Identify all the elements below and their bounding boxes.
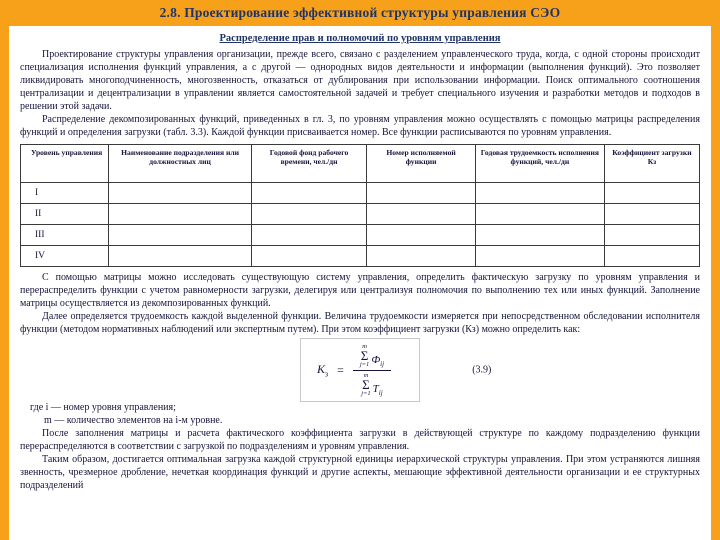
table-row: [21, 225, 700, 246]
formula-legend-2: m — количество элементов на i-м уровне.: [44, 415, 223, 426]
paragraph-3: С помощью матрицы можно исследовать существующую систему управления, определить фактическую загрузку по уровням управления и перераспределить функции с учетом равномерности загрузки, делегируя или централизуя полномочия по выполнению тех или иных функций. Заполнение матрицы осуществляется из декомпозированных функций.: [20, 272, 700, 309]
table-cell: [604, 183, 699, 204]
formula-legend-1: где i — номер уровня управления;: [30, 402, 176, 413]
formula-numerator: [353, 343, 391, 370]
table-cell-level: II: [21, 204, 109, 225]
paragraph-6: Таким образом, достигается оптимальная загрузка каждой структурной единицы иерархической структуры управления. При этом устраняются лишняя звенность, чрезмерное дробление, нечеткая координация функций и другие аспекты, мешающие эффективной деятельности организации и ее структурных подразделений: [20, 454, 700, 491]
table-cell: [367, 225, 476, 246]
table-header-level: Уровень управления: [21, 145, 109, 183]
table-header-annual-fund: Годовой фонд рабочего времени, чел./дн: [251, 145, 366, 183]
paragraph-1: Проектирование структуры управления организации, прежде всего, связано с разделением управленческого труда, когда, с одной стороны происходит специализация исполнения функций управления, а с другой — однородных видов деятельности и информации (выполнения функций). Это позволяет ликвидировать многоподчиненность, многозвенность, отказаться от дублирования при использовании информации. Поиск оптимального соотношения централизации и децентрализации в управлении является самостоятельной задачей и требует специального изучения и разработки методов и подходов в решении этой задачи.: [20, 49, 700, 112]
table-cell: [475, 225, 604, 246]
formula-block: [20, 341, 700, 399]
table-cell: [604, 246, 699, 267]
content-frame: [0, 26, 720, 540]
formula-lhs: $К_з$: [316, 361, 329, 379]
formula: [300, 338, 420, 402]
table-cell: [367, 246, 476, 267]
table-cell: [109, 246, 252, 267]
table-cell-level: I: [21, 183, 109, 204]
table-cell: [475, 204, 604, 225]
table-cell: [475, 183, 604, 204]
table-header-load-coefficient: Коэффициент загрузки Кз: [604, 145, 699, 183]
formula-equals: =: [337, 362, 344, 377]
table-cell: [367, 183, 476, 204]
table-row: [21, 246, 700, 267]
section-title: Распределение прав и полномочий по уровням управления: [219, 33, 501, 44]
slide-header-bar: [0, 0, 720, 26]
table-cell: [604, 204, 699, 225]
table-row: [21, 204, 700, 225]
paragraph-5: После заполнения матрицы и расчета фактического коэффициента загрузки в действующей структуре по каждому подразделению функции перераспределяются в соответствии с загрузкой по подразделениям и уровням управления.: [20, 428, 700, 452]
table-cell: [251, 204, 366, 225]
table-cell: [367, 204, 476, 225]
equation-number: (3.9): [472, 364, 492, 376]
table-cell: [109, 183, 252, 204]
table-cell: [251, 246, 366, 267]
table-header-function-number: Номер исполняемой функции: [367, 145, 476, 183]
table-header-unit-name: Наименование подразделения или должностных лиц: [109, 145, 252, 183]
table-cell-level: IV: [21, 246, 109, 267]
table-cell: [109, 225, 252, 246]
page-title: 2.8. Проектирование эффективной структуры управления СЭО: [159, 5, 561, 20]
table-header-row: [21, 145, 700, 183]
sum-symbol: m Σ j=1: [361, 371, 371, 397]
table-cell: [109, 204, 252, 225]
denominator-term: $Т_{ij}$: [372, 382, 383, 397]
table-cell: [251, 183, 366, 204]
formula-denominator: [361, 371, 382, 397]
numerator-term: $Ф_{ij}$: [371, 354, 385, 369]
formula-fraction: [353, 343, 391, 397]
paragraph-4: Далее определяется трудоемкость каждой выделенной функции. Величина трудоемкости измеряется при непосредственном обследовании исполнителя функции (методом нормативных наблюдений или экспертным путем). При этом коэффициент загрузки (Кз) можно определить как:: [20, 311, 700, 335]
sum-symbol: m Σ j=1: [359, 343, 370, 369]
table-row: [21, 183, 700, 204]
table-cell: [251, 225, 366, 246]
table-cell-level: III: [21, 225, 109, 246]
levels-distribution-table: [20, 144, 700, 267]
table-cell: [604, 225, 699, 246]
paragraph-2: Распределение декомпозированных функций, приведенных в гл. 3, по уровням управления можно осуществлять с помощью матрицы распределения функций и определения загрузки (табл. 3.3). Каждой функции присваивается номер. Все функции расписываются по уровням управления.: [20, 114, 700, 138]
table-header-labor-intensity: Годовая трудоемкость исполнения функций, чел./дн: [475, 145, 604, 183]
table-cell: [475, 246, 604, 267]
